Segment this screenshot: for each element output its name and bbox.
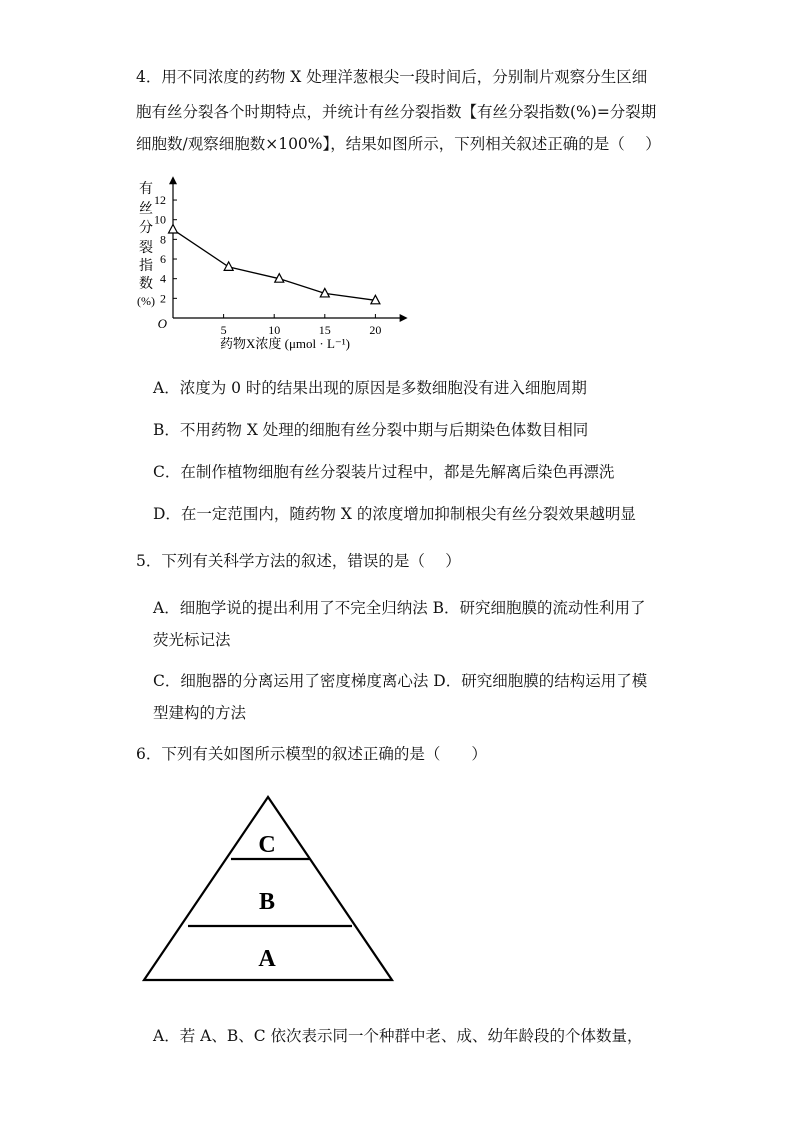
x-axis-arrow [400, 314, 408, 322]
x-tick-label: 10 [268, 323, 281, 337]
y-tick-label: 6 [160, 252, 166, 267]
q4-option-a: A．浓度为 0 时的结果出现的原因是多数细胞没有进入细胞周期 [153, 379, 587, 397]
pyramid-label-b: B [258, 889, 276, 915]
q5-line-3: C．细胞器的分离运用了密度梯度离心法 D．研究细胞膜的结构运用了模 [153, 672, 648, 690]
chart-plot [137, 176, 408, 351]
x-tick-label: 5 [220, 323, 227, 337]
y-tick-label: 4 [160, 271, 166, 286]
y-axis-label-char: 有 [139, 182, 153, 197]
q4-option-d: D．在一定范围内，随药物 X 的浓度增加抑制根尖有丝分裂效果越明显 [153, 505, 636, 523]
y-axis-label-char: 丝 [139, 202, 153, 217]
q4-stem-line-1: 4．用不同浓度的药物 X 处理洋葱根尖一段时间后，分别制片观察分生区细 [136, 68, 648, 86]
y-tick-label: 8 [160, 232, 166, 247]
y-axis-label-char: 数 [139, 277, 153, 292]
y-tick-label: 10 [154, 212, 166, 227]
x-axis-label: 药物X浓度 (μmol · L⁻¹) [219, 336, 351, 351]
mitotic-index-chart [0, 0, 794, 370]
q5-line-1: A．细胞学说的提出利用了不完全归纳法 B．研究细胞膜的流动性利用了 [153, 599, 646, 617]
pyramid-outline [144, 797, 392, 980]
origin-label: O [157, 316, 167, 331]
q5-stem: 5．下列有关科学方法的叙述，错误的是（ ） [136, 552, 461, 570]
q4-option-c: C．在制作植物细胞有丝分裂装片过程中，都是先解离后染色再漂洗 [153, 463, 615, 481]
y-axis-label-char: 指 [139, 259, 153, 274]
q4-stem-line-3: 细胞数/观察细胞数×100%】，结果如图所示，下列相关叙述正确的是（ ） [136, 135, 661, 153]
x-tick-label: 15 [318, 323, 331, 337]
y-axis-label-char: 分 [139, 221, 153, 236]
y-axis-arrow [169, 176, 177, 184]
y-tick-label: 12 [154, 193, 166, 208]
y-tick-label: 2 [160, 291, 166, 306]
q5-line-4: 型建构的方法 [153, 704, 247, 722]
q4-option-b: B．不用药物 X 处理的细胞有丝分裂中期与后期染色体数目相同 [153, 421, 589, 439]
pyramid-label-a: A [258, 946, 276, 972]
q5-line-2: 荧光标记法 [153, 631, 231, 649]
q6-option-a: A．若 A、B、C 依次表示同一个种群中老、成、幼年龄段的个体数量， [153, 1027, 643, 1045]
y-axis-label-char: 裂 [139, 241, 153, 256]
pyramid-label-c: C [258, 832, 276, 858]
series-line [173, 230, 375, 301]
q4-stem-line-2: 胞有丝分裂各个时期特点，并统计有丝分裂指数【有丝分裂指数(%)=分裂期 [136, 103, 657, 121]
q6-stem: 6．下列有关如图所示模型的叙述正确的是（ ） [136, 745, 487, 763]
data-point-marker [169, 225, 178, 234]
y-axis-label-char: (%) [137, 294, 155, 308]
x-tick-label: 20 [369, 323, 382, 337]
data-point-marker [224, 262, 233, 271]
